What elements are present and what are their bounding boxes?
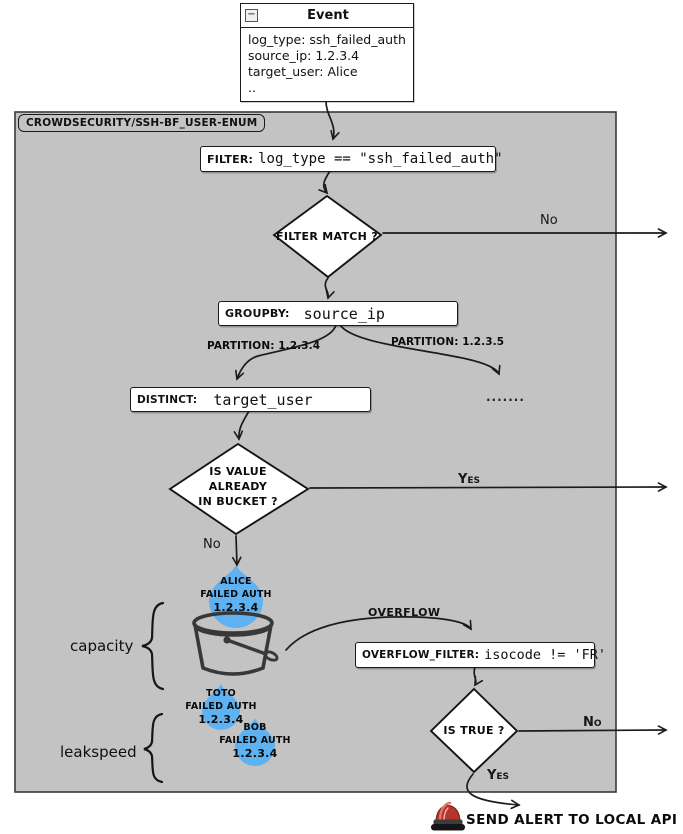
alice-ip: 1.2.3.4	[213, 601, 259, 614]
overflow-label: OVERFLOW	[368, 606, 441, 619]
bucket-check-yes-label: Yes	[458, 472, 481, 487]
partition-left-label: PARTITION: 1.2.3.4	[207, 340, 321, 352]
alice-user: ALICE	[220, 576, 252, 587]
collapse-minus-icon[interactable]: −	[245, 9, 258, 22]
event-fields	[241, 28, 413, 100]
groupby-node	[218, 301, 458, 326]
overflow-filter-value: isocode != 'FR'	[484, 647, 607, 663]
distinct-value: target_user	[213, 390, 313, 409]
alice-drop-text	[186, 575, 286, 614]
scenario-name-tag: CROWDSECURITY/SSH-BF_USER-ENUM	[18, 114, 265, 132]
bucket-check-line3: IN BUCKET ?	[198, 495, 278, 508]
bucket-check-line1: IS VALUE	[209, 465, 267, 478]
event-field-source-ip: source_ip: 1.2.3.4	[248, 48, 360, 63]
arrow-check-yes	[310, 487, 666, 488]
event-box	[240, 3, 414, 102]
filter-match-text: FILTER MATCH ?	[276, 230, 378, 243]
groupby-label: GROUPBY:	[225, 307, 290, 320]
toto-event: FAILED AUTH	[185, 701, 257, 712]
partition-ellipsis: .......	[486, 390, 525, 404]
filter-label: FILTER:	[207, 152, 254, 166]
filter-value: log_type == "ssh_failed_auth"	[258, 151, 503, 167]
bucket-check-text	[180, 464, 296, 509]
distinct-label: DISTINCT:	[137, 393, 198, 406]
siren-icon	[431, 803, 465, 831]
toto-user: TOTO	[206, 688, 236, 699]
leakspeed-label: leakspeed	[60, 743, 137, 761]
bucket-check-line2: ALREADY	[208, 480, 268, 493]
alice-event: FAILED AUTH	[200, 589, 272, 600]
event-field-ellipsis: ..	[248, 80, 256, 95]
arrow-istrue-no	[519, 730, 666, 731]
overflow-filter-label: OVERFLOW_FILTER:	[362, 649, 480, 661]
send-alert-text: SEND ALERT TO LOCAL API	[466, 812, 678, 828]
bucket-check-no-label: No	[203, 537, 221, 552]
event-field-target-user: target_user: Alice	[248, 64, 358, 79]
distinct-node	[130, 387, 371, 412]
event-title: Event	[307, 8, 349, 23]
partition-right-label: PARTITION: 1.2.3.5	[391, 336, 505, 348]
is-true-no-label: No	[583, 715, 602, 730]
capacity-label: capacity	[70, 637, 134, 655]
filter-node	[200, 146, 503, 172]
groupby-value: source_ip	[303, 304, 385, 323]
bob-event: FAILED AUTH	[219, 735, 291, 746]
bob-user: BOB	[243, 722, 267, 733]
overflow-filter-node	[355, 642, 607, 668]
toto-ip: 1.2.3.4	[198, 713, 244, 726]
is-true-yes-label: Yes	[487, 768, 510, 783]
arrow-check-no-to-drop	[236, 536, 237, 565]
is-true-text: IS TRUE ?	[443, 724, 505, 737]
filter-match-no-label: No	[540, 213, 558, 228]
event-field-log-type: log_type: ssh_failed_auth	[248, 32, 406, 47]
bob-ip: 1.2.3.4	[232, 747, 278, 760]
bob-drop-text	[205, 721, 305, 760]
event-box-header	[241, 4, 413, 28]
